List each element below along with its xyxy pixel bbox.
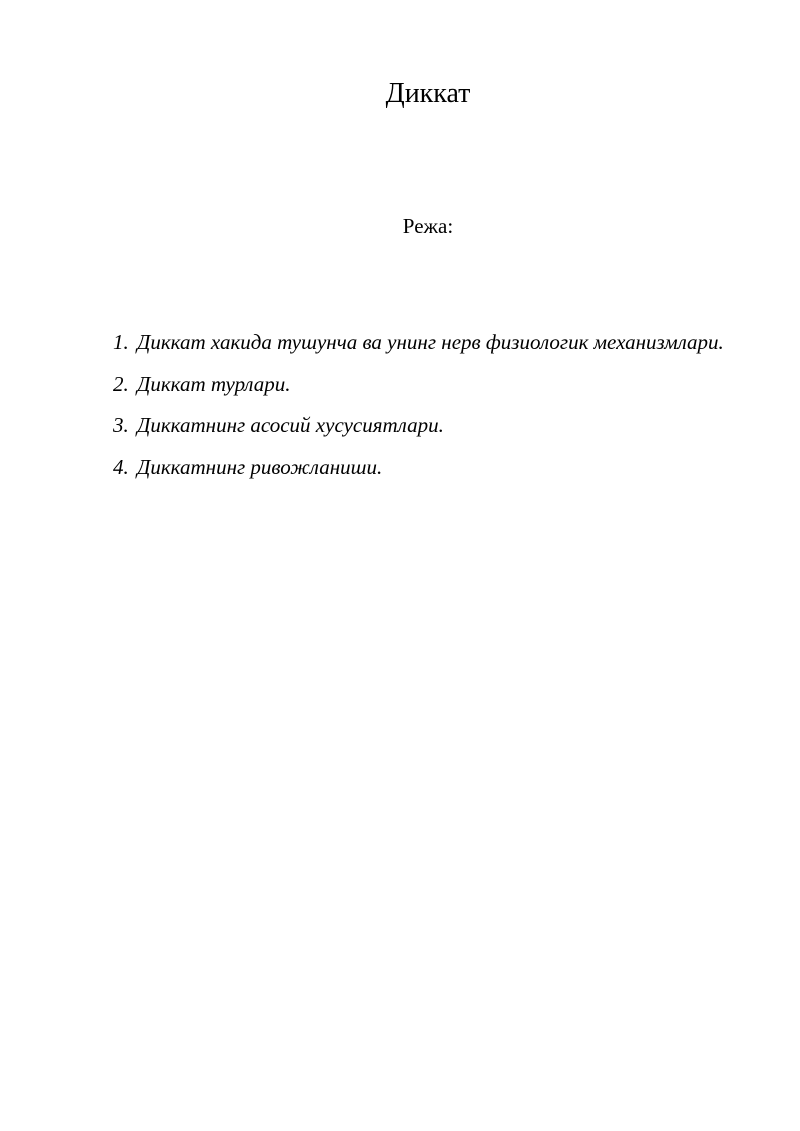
plan-item-text: Диккат хакида тушунча ва унинг нерв физиологик механизмлари.	[137, 330, 724, 354]
document-title: Диккат	[385, 78, 471, 109]
plan-item-text: Диккатнинг асосий хусусиятлари.	[137, 413, 444, 437]
plan-list	[113, 322, 742, 488]
plan-item-number: 1.	[113, 330, 129, 354]
plan-item-text: Диккатнинг ривожланиши.	[137, 454, 383, 479]
plan-item-2	[113, 364, 742, 406]
plan-item-1	[113, 322, 742, 364]
plan-item-number: 4.	[113, 454, 129, 479]
plan-item-number: 3.	[113, 413, 129, 437]
plan-item-text: Диккат турлари.	[137, 371, 291, 396]
plan-item-number: 2.	[113, 371, 129, 396]
plan-heading: Режа:	[402, 214, 454, 238]
plan-item-3	[113, 405, 742, 447]
plan-item-4	[113, 447, 742, 489]
